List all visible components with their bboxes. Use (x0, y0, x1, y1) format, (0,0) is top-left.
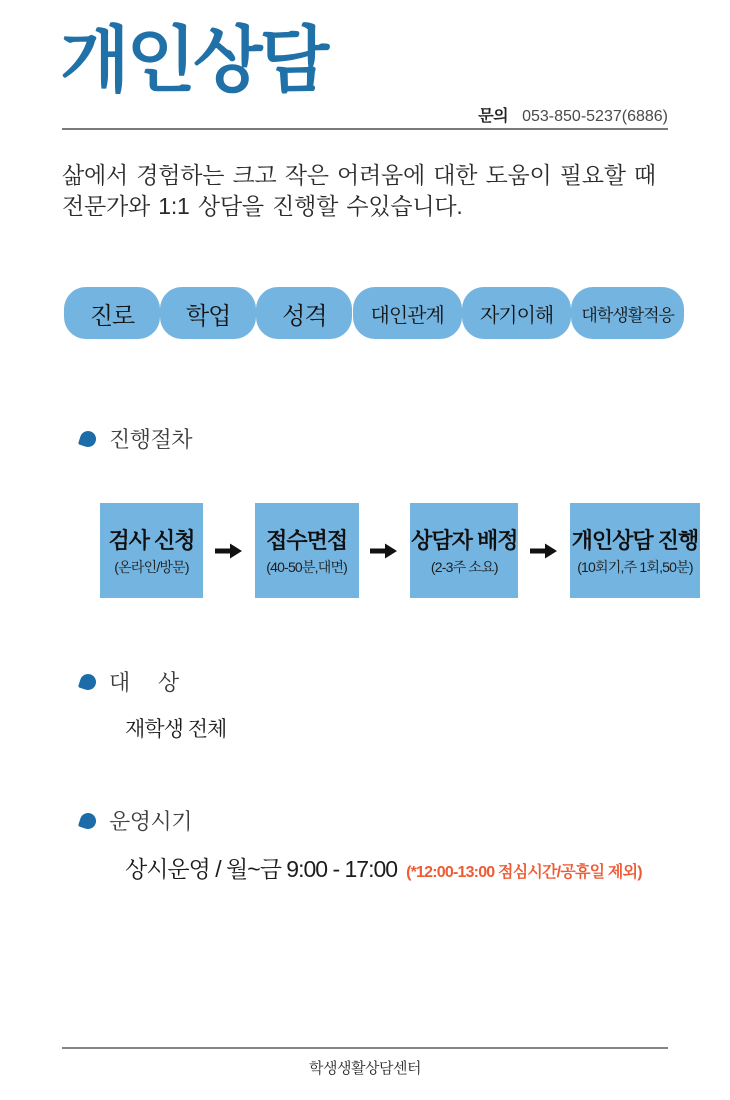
flow-step-title: 개인상담 진행 (571, 528, 699, 553)
contact-info (478, 103, 668, 126)
flow-step-subtitle: (온라인/방문) (114, 559, 189, 575)
section-title: 진행절차 (109, 427, 193, 452)
topic-pill-relationships[interactable] (353, 287, 462, 339)
bullet-icon (78, 428, 98, 448)
flow-step-intake-interview (255, 503, 359, 598)
flow-step-subtitle: (40-50분,대면) (266, 559, 348, 575)
schedule-value: 상시운영 / 월~금 9:00 - 17:00 (125, 856, 398, 882)
flow-step-title: 접수면접 (266, 528, 348, 553)
arrow-right-icon (530, 543, 558, 559)
section-header-process (80, 423, 192, 454)
flow-step-application (100, 503, 203, 598)
section-header-schedule (80, 805, 192, 836)
topic-pill-campus-adjustment[interactable] (571, 287, 684, 339)
topic-pill-career[interactable] (64, 287, 160, 339)
schedule-note: (*12:00-13:00 점심시간/공휴일 제외) (406, 864, 642, 881)
bullet-icon (78, 671, 98, 691)
flow-step-counseling-sessions (570, 503, 700, 598)
contact-label: 문의 (478, 108, 509, 125)
topic-pill-label: 진로 (89, 302, 135, 330)
topic-pill-label: 대학생활적응 (581, 305, 674, 325)
flow-step-counselor-assignment (410, 503, 518, 598)
topic-pill-row (64, 287, 684, 339)
bullet-icon (78, 810, 98, 830)
topic-pill-personality[interactable] (256, 287, 352, 339)
footer-text: 학생생활상담센터 (309, 1060, 421, 1077)
topic-pill-label: 학업 (185, 302, 231, 330)
header-divider (62, 128, 668, 130)
schedule-line (125, 851, 642, 884)
flow-step-subtitle: (10회기,주 1회,50분) (577, 559, 693, 575)
footer-divider (62, 1047, 668, 1049)
flow-step-title: 검사 신청 (108, 528, 195, 553)
process-flow (100, 503, 700, 598)
arrow-right-icon (370, 543, 398, 559)
topic-pill-academics[interactable] (160, 287, 256, 339)
topic-pill-label: 자기이해 (479, 304, 554, 327)
target-value: 재학생 전체 (125, 718, 227, 741)
section-title: 운영시기 (109, 809, 193, 834)
topic-pill-self-understanding[interactable] (462, 287, 571, 339)
arrow-right-icon (215, 543, 243, 559)
flow-step-title: 상담자 배정 (411, 528, 518, 553)
section-title: 대 상 (109, 670, 179, 695)
flow-step-subtitle: (2-3주 소요) (430, 559, 498, 575)
page-title: 개인상담 (60, 21, 327, 101)
topic-pill-label: 대인관계 (370, 304, 444, 327)
topic-pill-label: 성격 (282, 302, 327, 330)
intro-text: 삶에서 경험하는 크고 작은 어려움에 대한 도움이 필요할 때 전문가와 1:1 상담을 진행할 수있습니다. (62, 162, 656, 219)
section-header-target (80, 666, 179, 697)
contact-phone: 053-850-5237(6886) (522, 108, 668, 125)
